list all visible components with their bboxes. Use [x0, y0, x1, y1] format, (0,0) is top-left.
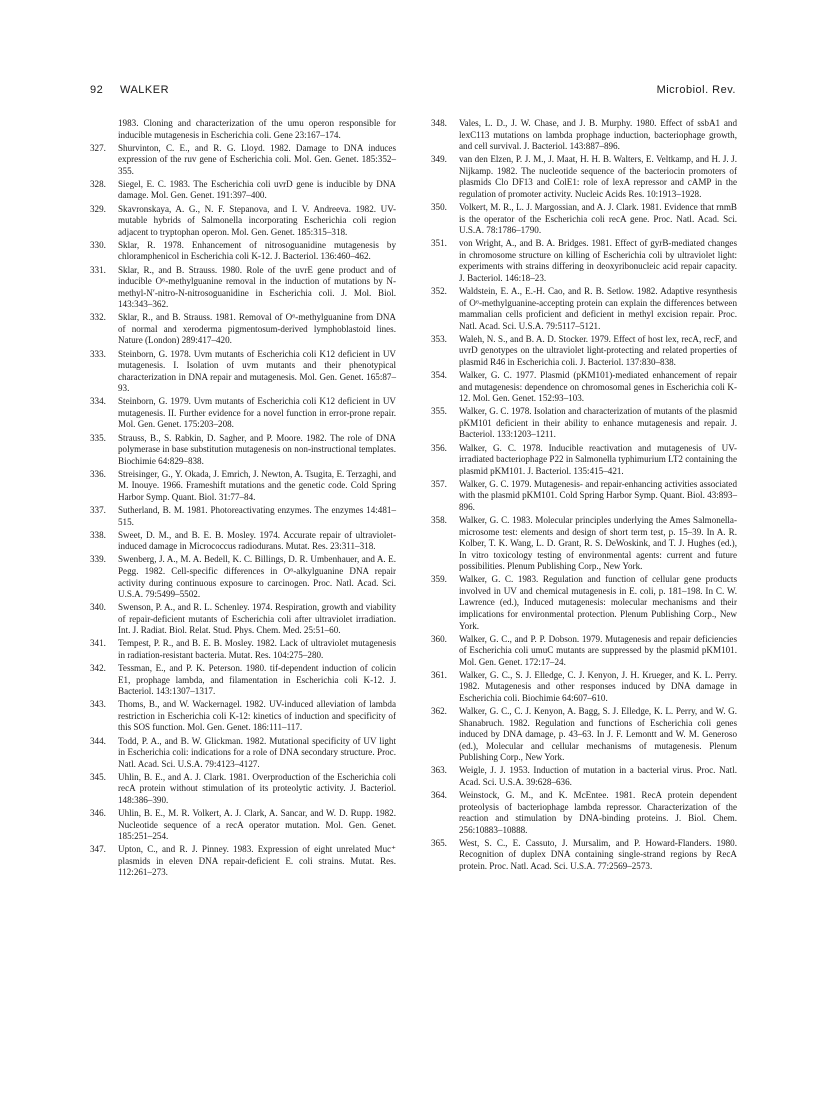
reference-text: Tempest, P. R., and B. E. B. Mosley. 1982. Lack of ultraviolet mutagenesis in radiation-resistant bacteria. Mutat. Res. 104:275–280. [118, 638, 396, 660]
reference-number: 329. [90, 203, 106, 214]
reference-entry [431, 670, 737, 705]
reference-text: Sklar, R. 1978. Enhancement of nitrosoguanidine mutagenesis by chloramphenicol in Escherichia coli K-12. J. Bacteriol. 136:460–462. [118, 239, 396, 262]
reference-number: 360. [431, 633, 447, 644]
reference-entry [431, 574, 737, 632]
reference-entry [431, 370, 737, 405]
reference-number: 357. [431, 478, 447, 489]
reference-number: 347. [90, 844, 106, 855]
reference-entry [90, 469, 396, 504]
reference-text: Strauss, B., S. Rabkin, D. Sagher, and P. Moore. 1982. The role of DNA polymerase in base substitution mutagenesis on non-instructional templates. Biochimie 64:829–838. [118, 432, 396, 466]
reference-entry [431, 443, 737, 478]
reference-entry [90, 772, 396, 807]
reference-entry [431, 154, 737, 200]
reference-column-right [431, 118, 737, 874]
reference-text: Siegel, E. C. 1983. The Escherichia coli uvrD gene is inducible by DNA damage. Mol. Gen. Genet. 191:397–400. [118, 178, 396, 201]
reference-text: Skavronskaya, A. G., N. F. Stepanova, and I. V. Andreeva. 1982. UV-mutable hybrids of Salmonella incorporating Escherichia coli region adjacent to tryptophan operon. Mol. Gen. Genet. 185:315–318. [118, 203, 396, 237]
reference-number: 340. [90, 602, 106, 613]
reference-text: West, S. C., E. Cassuto, J. Mursalim, and P. Howard-Flanders. 1980. Recognition of duplex DNA containing single-strand regions by RecA protein. Proc. Natl. Acad. Sci. U.S.A. 77:2569–2573. [459, 837, 737, 871]
reference-text: Volkert, M. R., L. J. Margossian, and A. J. Clark. 1981. Evidence that rnmB is the operator of the Escherichia coli recA gene. Proc. Natl. Acad. Sci. U.S.A. 78:1786–1790. [459, 202, 737, 236]
reference-entry [90, 118, 396, 141]
reference-text: Swenson, P. A., and R. L. Schenley. 1974. Respiration, growth and viability of repair-deficient mutants of Escherichia coli after ultraviolet irradiation. Int. J. Radiat. Biol. Relat. Stud. Phys. Chem. Med. 25:51–60. [118, 602, 396, 636]
reference-number: 346. [90, 808, 106, 819]
reference-entry [431, 238, 737, 284]
running-header [90, 84, 736, 98]
reference-number: 330. [90, 239, 106, 250]
reference-entry [90, 265, 396, 311]
reference-entry [90, 312, 396, 347]
reference-text: Uhlin, B. E., and A. J. Clark. 1981. Overproduction of the Escherichia coli recA protein without stimulation of its proteolytic activity. J. Bacteriol. 148:386–390. [118, 771, 396, 805]
reference-entry [431, 838, 737, 873]
reference-entry [90, 143, 396, 178]
reference-number: 351. [431, 238, 447, 249]
reference-text: Waldstein, E. A., E.-H. Cao, and R. B. Setlow. 1982. Adaptive resynthesis of O⁶-methylguanine-accepting protein can explain the differences between mammalian cells proficient and deficient in methyl excision repair. Proc. Natl. Acad. Sci. U.S.A. 79:5117–5121. [459, 286, 737, 331]
reference-entry [90, 844, 396, 879]
reference-entry [431, 765, 737, 788]
reference-text: Walker, G. C. 1978. Inducible reactivation and mutagenesis of UV-irradiated bacteriophage P22 in Salmonella typhimurium LT2 containing the plasmid pKM101. J. Bacteriol. 135:415–421. [459, 442, 737, 476]
reference-number: 365. [431, 837, 447, 848]
reference-entry [431, 118, 737, 153]
reference-text: Tessman, E., and P. K. Peterson. 1980. tif-dependent induction of colicin E1, prophage lambda, and filamentation in Escherichia coli K-12. J. Bacteriol. 143:1307–1317. [118, 663, 396, 697]
reference-number: 327. [90, 142, 106, 153]
reference-entry [90, 602, 396, 637]
reference-entry [90, 699, 396, 734]
reference-entry [90, 736, 396, 771]
reference-entry [90, 179, 396, 202]
reference-number: 337. [90, 505, 106, 516]
reference-entry [90, 349, 396, 395]
reference-number: 342. [90, 663, 106, 674]
reference-number: 356. [431, 442, 447, 453]
reference-text: Walker, G. C., C. J. Kenyon, A. Bagg, S. J. Elledge, K. L. Perry, and W. G. Shanabruch. 1982. Regulation and functions of Escherichia coli genes induced by DNA damage, p. 43–63. In J. F. Lemontt and W. M. Generoso (ed.), Molecular and cellular mechanisms of mutagenesis. Plenum Publishing Corp., New York. [459, 706, 737, 763]
reference-number: 358. [431, 514, 447, 525]
journal-name: Microbiol. Rev. [656, 84, 736, 96]
reference-text: Walker, G. C., S. J. Elledge, C. J. Kenyon, J. H. Krueger, and K. L. Perry. 1982. Mutagenesis and other responses induced by DNA damage in Escherichia coli. Biochimie 64:607–610. [459, 669, 737, 703]
reference-number: 335. [90, 432, 106, 443]
reference-number: 355. [431, 406, 447, 417]
reference-entry [90, 663, 396, 698]
reference-text: Walker, G. C. 1983. Molecular principles underlying the Ames Salmonella-microsome test: elements and design of short term test, p. 15–39. In A. R. Kolber, T. K. Wang, L. D. Grant, R. S. DeWoskink, and T. J. Hughes (ed.), In vitro toxicology testing of environmental agents: current and future possibilities. Plenum Publishing Corp., New York. [459, 514, 737, 572]
reference-number: 339. [90, 554, 106, 565]
reference-text: Walker, G. C. 1979. Mutagenesis- and repair-enhancing activities associated with the plasmid pKM101. Cold Spring Harbor Symp. Quant. Biol. 43:893–896. [459, 478, 737, 512]
reference-entry [90, 396, 396, 431]
reference-entry [431, 634, 737, 669]
running-author: WALKER [120, 84, 170, 96]
reference-text: Weigle, J. J. 1953. Induction of mutation in a bacterial virus. Proc. Natl. Acad. Sci. U.S.A. 39:628–636. [459, 765, 737, 787]
reference-text: 1983. Cloning and characterization of the umu operon responsible for inducible mutagenesis in Escherichia coli. Gene 23:167–174. [118, 118, 396, 140]
reference-number: 364. [431, 790, 447, 801]
reference-text: Sweet, D. M., and B. E. B. Mosley. 1974. Accurate repair of ultraviolet-induced damage in Micrococcus radiodurans. Mutat. Res. 23:311–318. [118, 529, 396, 552]
reference-number: 332. [90, 312, 106, 323]
reference-text: Walker, G. C. 1983. Regulation and function of cellular gene products involved in UV and chemical mutagenesis in E. coli, p. 181–198. In C. W. Lawrence (ed.), Induced mutagenesis: molecular mechanisms and their implications for environmental protection. Plenum Publishing Corp., New York. [459, 574, 737, 631]
reference-text: Waleh, N. S., and B. A. D. Stocker. 1979. Effect of host lex, recA, recF, and uvrD genotypes on the ultraviolet light-protecting and related properties of plasmid R46 in Escherichia coli. J. Bacteriol. 137:830–838. [459, 333, 737, 367]
reference-number: 341. [90, 638, 106, 649]
reference-entry [90, 204, 396, 239]
reference-text: van den Elzen, P. J. M., J. Maat, H. H. B. Walters, E. Veltkamp, and H. J. J. Nijkamp. 1982. The nucleotide sequence of the bacteriocin promoters of plasmids Clo DF13 and ColE1: role of lexA repressor and cAMP in the regulation of promoter activity. Nucleic Acids Res. 10:1913–1928. [459, 154, 737, 199]
reference-entry [90, 530, 396, 553]
reference-number: 352. [431, 286, 447, 297]
reference-text: von Wright, A., and B. A. Bridges. 1981. Effect of gyrB-mediated changes in chromosome structure on killing of Escherichia coli by ultraviolet light: experiments with strains differing in deoxyribonucleic acid repair capacity. J. Bacteriol. 146:18–23. [459, 238, 737, 283]
reference-text: Steinborn, G. 1978. Uvm mutants of Escherichia coli K12 deficient in UV mutagenesis. I. Isolation of uvm mutants and their phenotypical characterization in DNA repair and mutagenesis. Mol. Gen. Genet. 165:87–93. [118, 348, 396, 394]
reference-entry [90, 554, 396, 600]
reference-number: 361. [431, 669, 447, 680]
reference-text: Todd, P. A., and B. W. Glickman. 1982. Mutational specificity of UV light in Escherichia coli: indications for a role of DNA secondary structure. Proc. Natl. Acad. Sci. U.S.A. 79:4123–4127. [118, 735, 396, 769]
reference-number: 343. [90, 699, 106, 710]
reference-text: Walker, G. C., and P. P. Dobson. 1979. Mutagenesis and repair deficiencies of Escherichia coli umuC mutants are suppressed by the plasmid pKM101. Mol. Gen. Genet. 172:17–24. [459, 633, 737, 667]
reference-number: 338. [90, 529, 106, 540]
reference-entry [90, 240, 396, 263]
reference-column-left [90, 118, 396, 881]
reference-entry [431, 706, 737, 764]
reference-text: Walker, G. C. 1977. Plasmid (pKM101)-mediated enhancement of repair and mutagenesis: dependence on chromosomal genes in Escherichia coli K-12. Mol. Gen. Genet. 152:93–103. [459, 370, 737, 404]
page-number: 92 [90, 84, 104, 96]
reference-number: 354. [431, 370, 447, 381]
reference-number: 359. [431, 574, 447, 585]
reference-number: 333. [90, 348, 106, 359]
reference-number: 344. [90, 735, 106, 746]
reference-number: 362. [431, 706, 447, 717]
reference-entry [90, 638, 396, 661]
reference-entry [90, 433, 396, 468]
reference-entry [431, 286, 737, 332]
reference-number: 328. [90, 178, 106, 189]
reference-text: Swenberg, J. A., M. A. Bedell, K. C. Billings, D. R. Umbenhauer, and A. E. Pegg. 1982. Cell-specific differences in O⁶-alkylguanine DNA repair activity during continuous exposure to carcinogen. Proc. Natl. Acad. Sci. U.S.A. 79:5499–5502. [118, 554, 396, 600]
reference-entry [431, 202, 737, 237]
reference-entry [431, 790, 737, 836]
reference-text: Sklar, R., and B. Strauss. 1980. Role of the uvrE gene product and of inducible O⁶-methylguanine removal in the induction of mutations by N-methyl-N′-nitro-N-nitrosoguanidine in Escherichia coli. J. Mol. Biol. 143:343–362. [118, 264, 396, 310]
reference-text: Sutherland, B. M. 1981. Photoreactivating enzymes. The enzymes 14:481–515. [118, 505, 396, 527]
reference-number: 353. [431, 333, 447, 344]
reference-text: Upton, C., and R. J. Pinney. 1983. Expression of eight unrelated Muc⁺ plasmids in eleven DNA repair-deficient E. coli strains. Mutat. Res. 112:261–273. [118, 844, 396, 878]
reference-text: Weinstock, G. M., and K. McEntee. 1981. RecA protein dependent proteolysis of bacteriophage lambda repressor. Characterization of the reaction and stimulation by DNA-binding proteins. J. Biol. Chem. 256:10883–10888. [459, 790, 737, 835]
reference-text: Sklar, R., and B. Strauss. 1981. Removal of O⁶-methylguanine from DNA of normal and xeroderma pigmentosum-derived lymphoblastoid lines. Nature (London) 289:417–420. [118, 312, 396, 346]
reference-text: Walker, G. C. 1978. Isolation and characterization of mutants of the plasmid pKM101 deficient in their ability to enhance mutagenesis and repair. J. Bacteriol. 133:1203–1211. [459, 406, 737, 440]
reference-text: Streisinger, G., Y. Okada, J. Emrich, J. Newton, A. Tsugita, E. Terzaghi, and M. Inouye. 1966. Frameshift mutations and the genetic code. Cold Spring Harbor Symp. Quant. Biol. 31:77–84. [118, 468, 396, 502]
reference-number: 348. [431, 118, 447, 128]
reference-entry [431, 406, 737, 441]
reference-text: Steinborn, G. 1979. Uvm mutants of Escherichia coli K12 deficient in UV mutagenesis. II. Further evidence for a novel function in error-prone repair. Mol. Gen. Genet. 175:203–208. [118, 396, 396, 430]
reference-text: Shurvinton, C. E., and R. G. Lloyd. 1982. Damage to DNA induces expression of the ruv gene of Escherichia coli. Mol. Gen. Genet. 185:352–355. [118, 142, 396, 176]
reference-entry [90, 505, 396, 528]
reference-number: 334. [90, 396, 106, 407]
reference-text: Uhlin, B. E., M. R. Volkert, A. J. Clark, A. Sancar, and W. D. Rupp. 1982. Nucleotide sequence of a recA operator mutation. Mol. Gen. Genet. 185:251–254. [118, 808, 396, 842]
reference-number: 331. [90, 264, 106, 275]
reference-text: Vales, L. D., J. W. Chase, and J. B. Murphy. 1980. Effect of ssbA1 and lexC113 mutations on lambda prophage induction, bacteriophage growth, and cell survival. J. Bacteriol. 143:887–896. [459, 118, 737, 152]
reference-text: Thoms, B., and W. Wackernagel. 1982. UV-induced alleviation of lambda restriction in Escherichia coli K-12: kinetics of induction and specificity of this SOS function. Mol. Gen. Genet. 186:111–117. [118, 699, 396, 733]
reference-entry [90, 808, 396, 843]
reference-number: 349. [431, 154, 447, 165]
reference-number: 345. [90, 771, 106, 782]
reference-entry [431, 334, 737, 369]
reference-number: 363. [431, 765, 447, 776]
reference-number: 350. [431, 202, 447, 213]
reference-number: 336. [90, 468, 106, 479]
reference-entry [431, 515, 737, 573]
reference-entry [431, 479, 737, 514]
